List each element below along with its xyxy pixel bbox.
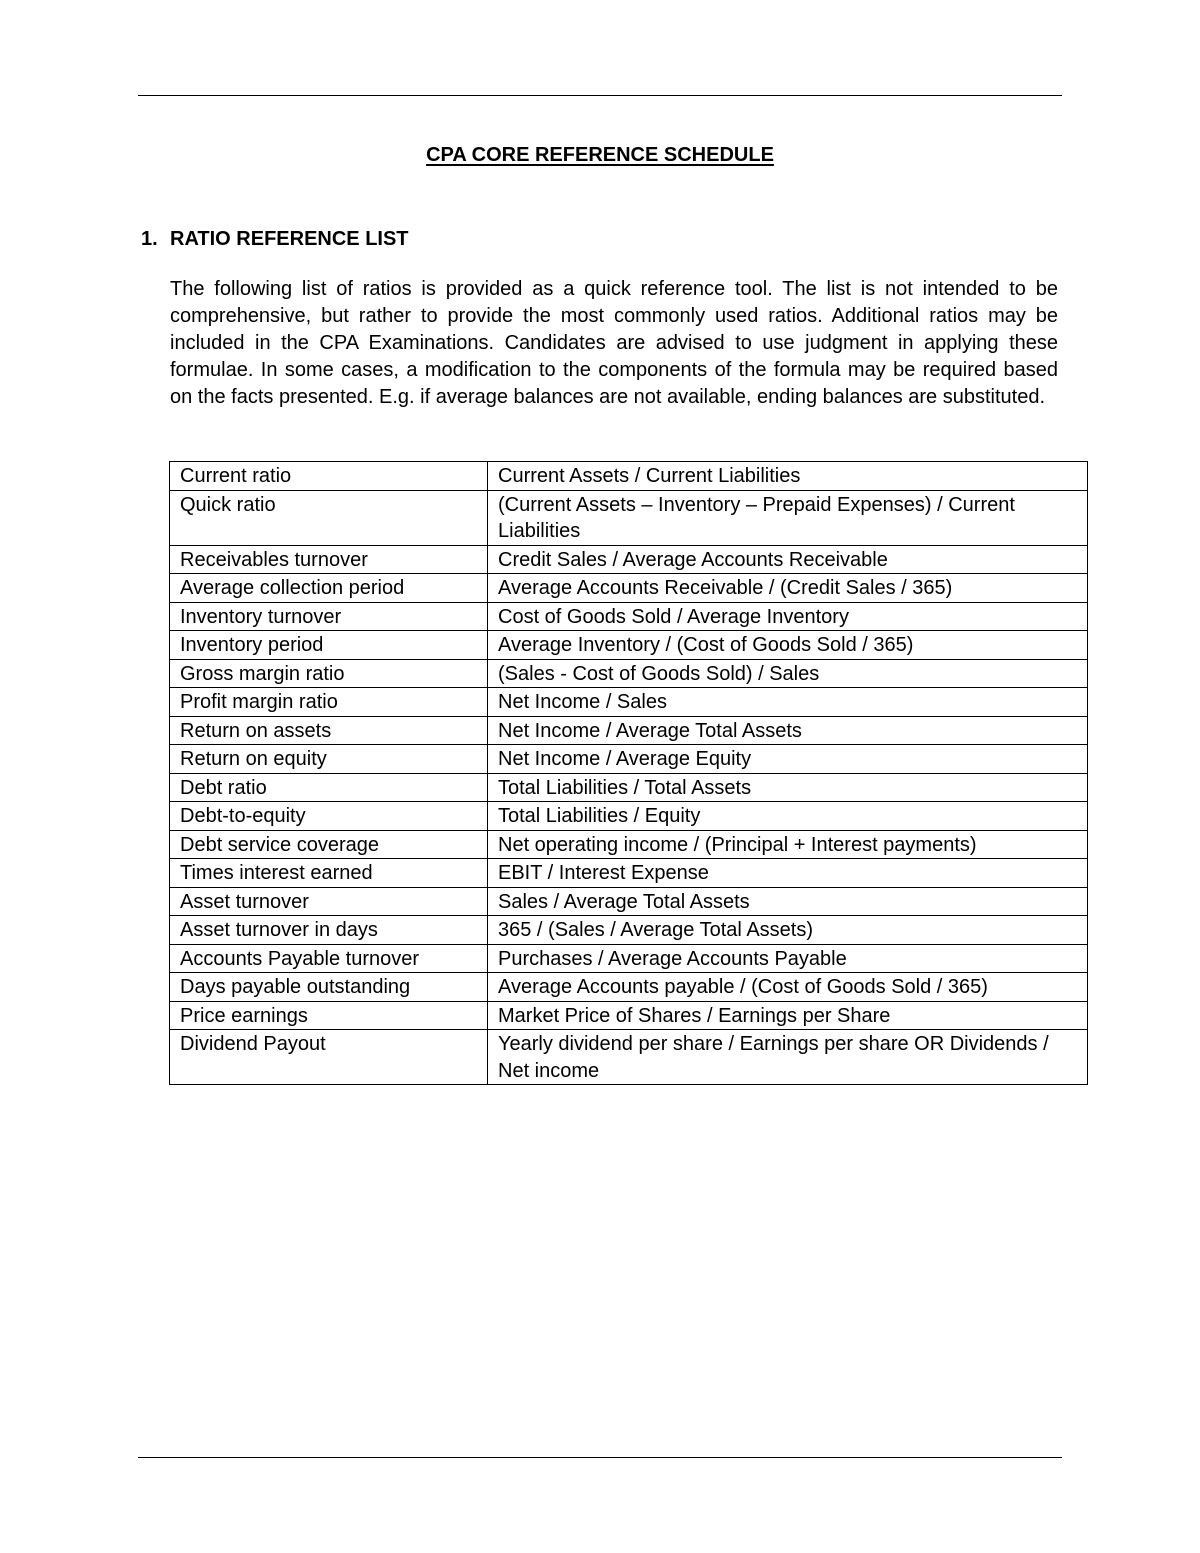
table-row — [170, 545, 1088, 574]
ratio-formula-cell: (Current Assets – Inventory – Prepaid Expenses) / Current Liabilities — [488, 490, 1088, 545]
ratio-formula-cell: Average Accounts payable / (Cost of Goods Sold / 365) — [488, 973, 1088, 1002]
table-row — [170, 462, 1088, 491]
ratio-name-cell: Price earnings — [170, 1001, 488, 1030]
table-row — [170, 574, 1088, 603]
table-row — [170, 490, 1088, 545]
table-row — [170, 973, 1088, 1002]
table-row — [170, 916, 1088, 945]
ratio-name-cell: Average collection period — [170, 574, 488, 603]
ratio-formula-cell: Average Accounts Receivable / (Credit Sales / 365) — [488, 574, 1088, 603]
table-row — [170, 802, 1088, 831]
section-number: 1. — [141, 228, 158, 250]
ratio-name-cell: Debt ratio — [170, 773, 488, 802]
ratio-formula-cell: Net Income / Average Total Assets — [488, 716, 1088, 745]
ratio-name-cell: Asset turnover — [170, 887, 488, 916]
ratio-name-cell: Inventory turnover — [170, 602, 488, 631]
table-row — [170, 1001, 1088, 1030]
ratio-name-cell: Accounts Payable turnover — [170, 944, 488, 973]
section-heading — [141, 228, 409, 251]
ratio-formula-cell: Sales / Average Total Assets — [488, 887, 1088, 916]
ratio-formula-cell: Net Income / Sales — [488, 688, 1088, 717]
table-row — [170, 631, 1088, 660]
ratio-name-cell: Profit margin ratio — [170, 688, 488, 717]
document-title: CPA CORE REFERENCE SCHEDULE — [426, 144, 774, 166]
table-row — [170, 745, 1088, 774]
bottom-horizontal-rule — [138, 1457, 1062, 1458]
table-row — [170, 830, 1088, 859]
ratio-formula-cell: Purchases / Average Accounts Payable — [488, 944, 1088, 973]
ratio-formula-cell: Total Liabilities / Equity — [488, 802, 1088, 831]
ratio-formula-cell: Credit Sales / Average Accounts Receivable — [488, 545, 1088, 574]
ratio-name-cell: Debt-to-equity — [170, 802, 488, 831]
ratio-name-cell: Return on assets — [170, 716, 488, 745]
ratio-formula-cell: Current Assets / Current Liabilities — [488, 462, 1088, 491]
ratio-name-cell: Asset turnover in days — [170, 916, 488, 945]
ratio-name-cell: Dividend Payout — [170, 1030, 488, 1085]
ratio-name-cell: Days payable outstanding — [170, 973, 488, 1002]
table-row — [170, 944, 1088, 973]
ratio-formula-cell: Net Income / Average Equity — [488, 745, 1088, 774]
ratio-formula-cell: Average Inventory / (Cost of Goods Sold / 365) — [488, 631, 1088, 660]
top-horizontal-rule — [138, 95, 1062, 96]
table-row — [170, 688, 1088, 717]
ratio-name-cell: Debt service coverage — [170, 830, 488, 859]
table-row — [170, 773, 1088, 802]
ratio-formula-cell: EBIT / Interest Expense — [488, 859, 1088, 888]
ratio-formula-cell: Yearly dividend per share / Earnings per share OR Dividends / Net income — [488, 1030, 1088, 1085]
table-row — [170, 716, 1088, 745]
ratio-formula-cell: Net operating income / (Principal + Interest payments) — [488, 830, 1088, 859]
ratio-name-cell: Times interest earned — [170, 859, 488, 888]
section-heading-text: RATIO REFERENCE LIST — [170, 228, 409, 250]
intro-paragraph: The following list of ratios is provided as a quick reference tool. The list is not intended to be comprehensive, but rather to provide the most commonly used ratios. Additional ratios may be included in the CPA Examinations. Candidates are advised to use judgment in applying these formulae. In some cases, a modification to the components of the formula may be required based on the facts presented. E.g. if average balances are not available, ending balances are substituted. — [170, 278, 1058, 408]
ratio-name-cell: Inventory period — [170, 631, 488, 660]
table-row — [170, 1030, 1088, 1085]
table-row — [170, 859, 1088, 888]
ratio-formula-cell: Cost of Goods Sold / Average Inventory — [488, 602, 1088, 631]
ratio-formula-cell: (Sales - Cost of Goods Sold) / Sales — [488, 659, 1088, 688]
ratio-name-cell: Receivables turnover — [170, 545, 488, 574]
ratio-name-cell: Return on equity — [170, 745, 488, 774]
ratio-formula-cell: Total Liabilities / Total Assets — [488, 773, 1088, 802]
ratio-name-cell: Current ratio — [170, 462, 488, 491]
ratio-formula-cell: Market Price of Shares / Earnings per Share — [488, 1001, 1088, 1030]
table-row — [170, 659, 1088, 688]
ratio-table-body — [170, 462, 1088, 1085]
table-row — [170, 887, 1088, 916]
ratio-formula-cell: 365 / (Sales / Average Total Assets) — [488, 916, 1088, 945]
ratio-name-cell: Gross margin ratio — [170, 659, 488, 688]
ratio-name-cell: Quick ratio — [170, 490, 488, 545]
ratio-reference-table — [169, 461, 1088, 1085]
table-row — [170, 602, 1088, 631]
